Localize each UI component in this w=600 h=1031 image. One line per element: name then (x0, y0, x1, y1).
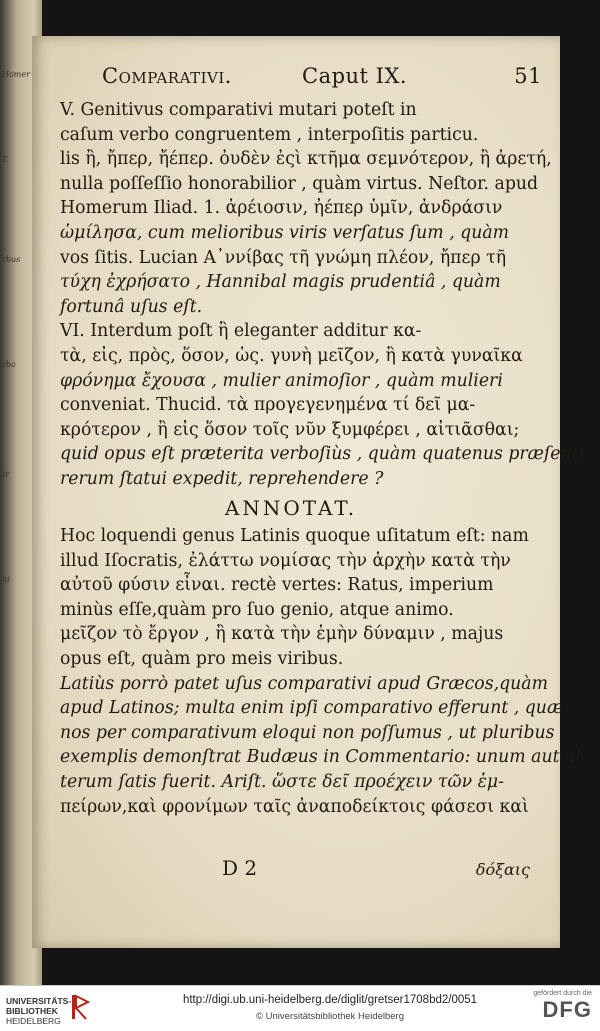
library-seal-icon (70, 994, 90, 1020)
margin-fragment: Homer (2, 70, 30, 79)
margin-fragment: ni (2, 575, 10, 584)
text-line: quid opus eſt præterita verboſiùs , quàm quatenus præſenti (60, 444, 585, 465)
margin-fragment: T. (2, 155, 9, 164)
catchword: δόξαις (475, 860, 530, 879)
text-line: τὰ, εἰς, πρὸς, ὅσον, ὡς. γυνὴ μεῖζον, ἢ κατὰ γυναῖκα (60, 345, 523, 366)
header-title: Comparativi. (102, 64, 232, 88)
text-line: αὐτοῦ φύσιν εἶναι. rectè vertes: Ratus, imperium (60, 575, 494, 596)
text-line: ὡμίλησα, cum melioribus viris verſatus ſum , quàm (60, 222, 510, 243)
text-line: φρόνημα ἔχουσα , mulier animoſior , quàm mulieri (60, 370, 503, 391)
text-line: rerum ſtatui expedit, reprehendere ? (60, 468, 384, 489)
text-line: exemplis demonſtrat Budæus in Commentario: unum aut al- (60, 747, 587, 768)
text-line: vos ſitis. Lucian Α᾽ννίβας τῆ γνώμη πλέον, ἤπερ τῆ (60, 247, 507, 268)
library-logo (6, 992, 126, 1026)
funder-logo (522, 990, 592, 1026)
text-line: πείρων,καὶ φρονίμων ταῖς ἀναποδείκτοις φάσεσι καὶ (60, 796, 529, 817)
text-line: Hoc loquendi genus Latinis quoque uſitatum eſt: nam (60, 526, 529, 547)
margin-fragment: tr (2, 470, 10, 479)
text-line: V. Genitivus comparativi mutari poteſt in (60, 100, 417, 120)
text-line: nos per comparativum eloqui non poſſumus , ut pluribus (60, 722, 555, 743)
text-line: Latiùs porrò patet uſus comparativi apud Græcos,quàm (60, 673, 548, 694)
text-line: τύχη ἐχρήσατο , Hannibal magis prudentiâ , quàm (60, 272, 501, 293)
margin-fragment: rbus (2, 255, 21, 264)
library-name-line1: UNIVERSITÄTS- (6, 996, 72, 1006)
text-line: opus eſt, quàm pro meis viribus. (60, 649, 344, 670)
document-url-link[interactable]: http://digi.ub.uni-heidelberg.de/diglit/gretser1708bd2/0051 (182, 994, 478, 1006)
text-line: caſum verbo congruentem , interpoſitis particu. (60, 124, 479, 145)
header-chapter: Caput IX. (302, 64, 408, 88)
text-line: apud Latinos; multa enim ipſi comparativo efferunt , quæ (60, 698, 564, 719)
page-number: 51 (514, 64, 542, 88)
signature-mark: D 2 (222, 856, 258, 880)
viewer-footer (0, 985, 600, 1031)
text-line: κρότερον , ἢ εἰς ὅσον τοῖς νῦν ξυμφέρει , αἰτιᾶσθαι; (60, 419, 520, 440)
book-page (32, 36, 587, 948)
running-header (102, 64, 542, 94)
dfg-icon: DFG (542, 997, 592, 1022)
text-line: illud Iſocratis, ἐλάττω νομίσας τὴν ἀρχὴν κατὰ τὴν (60, 550, 511, 571)
library-name-line3: HEIDELBERG (6, 1016, 61, 1026)
text-line: lis ἢ, ἤπερ, ἤέπερ. ὀυδὲν ἐςὶ κτῆμα σεμνότερον, ἢ ἀρετή, (60, 149, 552, 170)
body-text (60, 98, 587, 819)
text-line: μεῖζον τὸ ἔργον , ἢ κατὰ τὴν ἐμὴν δύναμιν , majus (60, 624, 504, 645)
text-line: minùs eſſe,quàm pro ſuo genio, atque animo. (60, 599, 454, 620)
copyright-text: © Universitätsbibliothek Heidelberg (256, 1011, 404, 1022)
section-heading: ANNOTAT. (224, 495, 358, 520)
text-line: nulla poſſeſſio honorabilior , quàm virtus. Neſtor. apud (60, 173, 539, 194)
library-name-line2: BIBLIOTHEK (6, 1006, 58, 1016)
text-line: Homerum Iliad. 1. ἀρέιοσιν, ἠέπερ ὑμῖν, ἀνδράσιν (60, 198, 503, 219)
text-line: VI. Interdum poſt ἢ eleganter additur κα- (60, 321, 422, 342)
text-line: fortunâ uſus eſt. (60, 296, 203, 317)
funded-by-text: gefördert durch die (533, 990, 592, 997)
text-line: terum ſatis fuerit. Ariſt. ὥστε δεῖ προέχειν τῶν ἐμ- (60, 772, 504, 793)
margin-fragment: rba (2, 360, 16, 369)
text-line: conveniat. Thucid. τὰ προγεγενημένα τί δεῖ μα- (60, 395, 476, 416)
